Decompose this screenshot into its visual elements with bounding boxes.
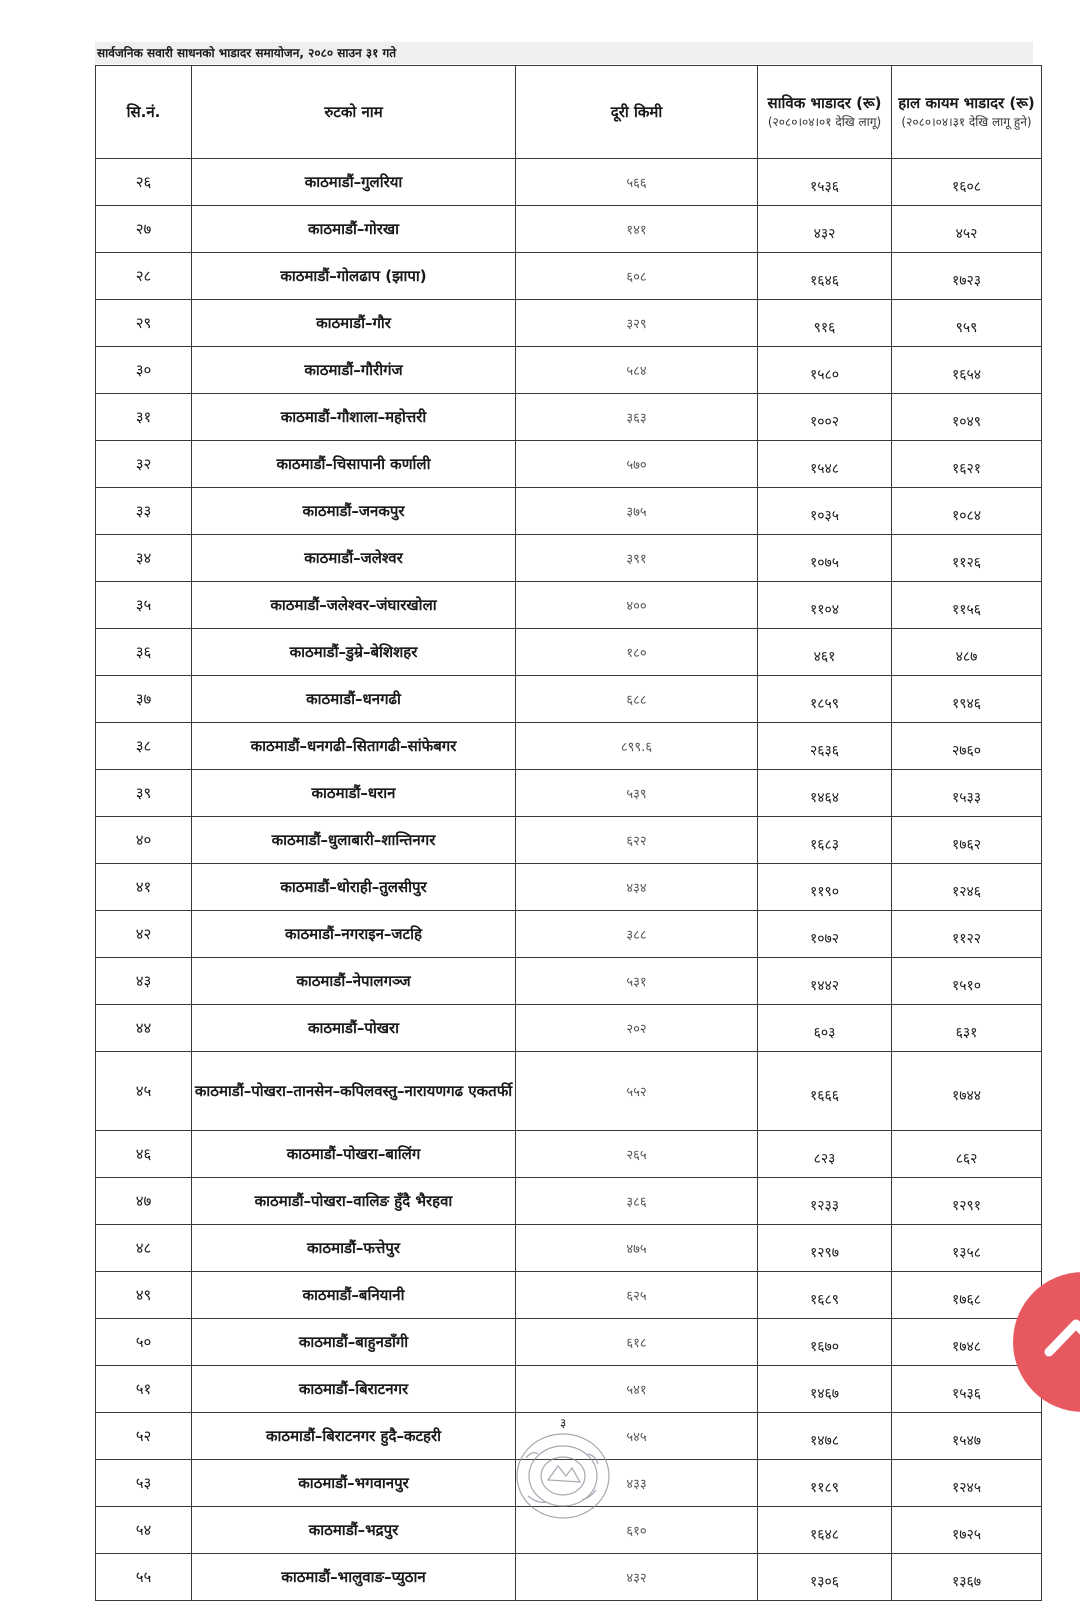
new-fare-cell: ११५६ [892, 582, 1042, 629]
serial-cell: ३८ [96, 723, 192, 770]
serial-cell: २७ [96, 206, 192, 253]
distance-cell: ५३९ [516, 770, 758, 817]
column-route: रुटको नाम [192, 66, 516, 159]
new-fare-cell: १६२१ [892, 441, 1042, 488]
route-cell: काठमाडौं–नेपालगञ्ज [192, 958, 516, 1005]
serial-cell: ४७ [96, 1178, 192, 1225]
route-cell: काठमाडौं–धरान [192, 770, 516, 817]
old-fare-cell: १२३३ [758, 1178, 892, 1225]
distance-cell: २०२ [516, 1005, 758, 1052]
distance-cell: ८९९.६ [516, 723, 758, 770]
table-row [96, 1272, 1042, 1319]
serial-cell: ३४ [96, 535, 192, 582]
serial-cell: ५४ [96, 1507, 192, 1554]
old-fare-cell: १०३५ [758, 488, 892, 535]
table-row [96, 911, 1042, 958]
column-old-fare-label: साविक भाडादर (रू) [767, 94, 882, 112]
old-fare-cell: १६६६ [758, 1052, 892, 1131]
serial-cell: ३० [96, 347, 192, 394]
column-new-fare-note: (२०८०।०४।३१ देखि लागू हुने) [901, 115, 1032, 129]
table-row [96, 1178, 1042, 1225]
route-cell: काठमाडौं–धनगढी–सितागढी–सांफेबगर [192, 723, 516, 770]
distance-cell: ३९१ [516, 535, 758, 582]
distance-cell: ३७५ [516, 488, 758, 535]
distance-cell: ६१० [516, 1507, 758, 1554]
route-cell: काठमाडौं–बिराटनगर [192, 1366, 516, 1413]
distance-cell: ५८४ [516, 347, 758, 394]
serial-cell: ३३ [96, 488, 192, 535]
old-fare-cell: १००२ [758, 394, 892, 441]
serial-cell: ५३ [96, 1460, 192, 1507]
table-row [96, 1366, 1042, 1413]
old-fare-cell: २६३६ [758, 723, 892, 770]
new-fare-cell: १५४७ [892, 1413, 1042, 1460]
route-cell: काठमाडौं–पोखरा–बालिंग [192, 1131, 516, 1178]
new-fare-cell: १५३६ [892, 1366, 1042, 1413]
distance-cell: ६२२ [516, 817, 758, 864]
new-fare-cell: १७२३ [892, 253, 1042, 300]
new-fare-cell: १६०८ [892, 159, 1042, 206]
new-fare-cell: १७२५ [892, 1507, 1042, 1554]
new-fare-cell: १२४५ [892, 1460, 1042, 1507]
old-fare-cell: १५३६ [758, 159, 892, 206]
serial-cell: ३१ [96, 394, 192, 441]
new-fare-cell: १७६२ [892, 817, 1042, 864]
table-row [96, 253, 1042, 300]
new-fare-cell: २७६० [892, 723, 1042, 770]
distance-cell: ५७० [516, 441, 758, 488]
column-distance: दूरी किमी [516, 66, 758, 159]
route-cell: काठमाडौं–बनियानी [192, 1272, 516, 1319]
distance-cell: ४३४ [516, 864, 758, 911]
route-cell: काठमाडौं–जलेश्वर–जंघारखोला [192, 582, 516, 629]
table-row [96, 535, 1042, 582]
new-fare-cell: १३५८ [892, 1225, 1042, 1272]
distance-cell: ३२९ [516, 300, 758, 347]
distance-cell: ५६६ [516, 159, 758, 206]
route-cell: काठमाडौं–बाहुनडाँगी [192, 1319, 516, 1366]
route-cell: काठमाडौं–भालुवाङ–प्युठान [192, 1554, 516, 1601]
table-row [96, 1131, 1042, 1178]
serial-cell: २८ [96, 253, 192, 300]
new-fare-cell: ११२६ [892, 535, 1042, 582]
serial-cell: ४४ [96, 1005, 192, 1052]
page-number: ३ [560, 1416, 567, 1430]
serial-cell: ३२ [96, 441, 192, 488]
old-fare-cell: ६०३ [758, 1005, 892, 1052]
old-fare-cell: १६४६ [758, 253, 892, 300]
route-cell: काठमाडौं–जनकपुर [192, 488, 516, 535]
table-row [96, 770, 1042, 817]
route-cell: काठमाडौं–डुम्रे–बेशिशहर [192, 629, 516, 676]
distance-cell: ५५२ [516, 1052, 758, 1131]
distance-cell: १८० [516, 629, 758, 676]
serial-cell: ४८ [96, 1225, 192, 1272]
table-row [96, 394, 1042, 441]
new-fare-cell: १३६७ [892, 1554, 1042, 1601]
route-cell: काठमाडौं–भद्रपुर [192, 1507, 516, 1554]
old-fare-cell: ११८९ [758, 1460, 892, 1507]
route-cell: काठमाडौं–गोलढाप (झापा) [192, 253, 516, 300]
old-fare-cell: १०७२ [758, 911, 892, 958]
table-row [96, 1319, 1042, 1366]
table-row [96, 300, 1042, 347]
column-new-fare [892, 66, 1042, 159]
new-fare-cell: ८६२ [892, 1131, 1042, 1178]
serial-cell: ३५ [96, 582, 192, 629]
new-fare-cell: ११२२ [892, 911, 1042, 958]
old-fare-cell: १६८९ [758, 1272, 892, 1319]
distance-cell: ५३१ [516, 958, 758, 1005]
table-row [96, 723, 1042, 770]
distance-cell: ३८६ [516, 1178, 758, 1225]
route-cell: काठमाडौं–गौर [192, 300, 516, 347]
route-cell: काठमाडौं–पोखरा–तानसेन–कपिलवस्तु–नारायणगढ एकतर्फी [192, 1052, 516, 1131]
old-fare-cell: ८२३ [758, 1131, 892, 1178]
new-fare-cell: १०८४ [892, 488, 1042, 535]
old-fare-cell: ११०४ [758, 582, 892, 629]
new-fare-cell: १७६८ [892, 1272, 1042, 1319]
distance-cell: ३८८ [516, 911, 758, 958]
table-row [96, 347, 1042, 394]
old-fare-cell: १५८० [758, 347, 892, 394]
distance-cell: ५४५ [516, 1413, 758, 1460]
old-fare-cell: १६८३ [758, 817, 892, 864]
table-row [96, 1005, 1042, 1052]
serial-cell: ५० [96, 1319, 192, 1366]
table-row [96, 159, 1042, 206]
new-fare-cell: १०४९ [892, 394, 1042, 441]
route-cell: काठमाडौं–धुलाबारी–शान्तिनगर [192, 817, 516, 864]
serial-cell: ४९ [96, 1272, 192, 1319]
serial-cell: ४६ [96, 1131, 192, 1178]
route-cell: काठमाडौं–गोरखा [192, 206, 516, 253]
table-row [96, 488, 1042, 535]
distance-cell: ३६३ [516, 394, 758, 441]
table-row [96, 817, 1042, 864]
route-cell: काठमाडौं–नगराइन–जटहि [192, 911, 516, 958]
new-fare-cell: १७४८ [892, 1319, 1042, 1366]
serial-cell: २९ [96, 300, 192, 347]
new-fare-cell: ६३१ [892, 1005, 1042, 1052]
old-fare-cell: १४६७ [758, 1366, 892, 1413]
new-fare-cell: १५३३ [892, 770, 1042, 817]
fare-table [95, 65, 1042, 1601]
official-seal-icon [508, 1428, 618, 1524]
route-cell: काठमाडौं–धनगढी [192, 676, 516, 723]
old-fare-cell: ९१६ [758, 300, 892, 347]
serial-cell: ४३ [96, 958, 192, 1005]
distance-cell: ५४१ [516, 1366, 758, 1413]
old-fare-cell: १२९७ [758, 1225, 892, 1272]
old-fare-cell: १४४२ [758, 958, 892, 1005]
distance-cell: ६२५ [516, 1272, 758, 1319]
old-fare-cell: ४६१ [758, 629, 892, 676]
distance-cell: १४१ [516, 206, 758, 253]
old-fare-cell: १४७८ [758, 1413, 892, 1460]
table-row [96, 1225, 1042, 1272]
table-row [96, 629, 1042, 676]
fare-table-body [96, 159, 1042, 1601]
serial-cell: ४० [96, 817, 192, 864]
route-cell: काठमाडौं–गौरीगंज [192, 347, 516, 394]
distance-cell: ६८८ [516, 676, 758, 723]
distance-cell: २६५ [516, 1131, 758, 1178]
distance-cell: ४०० [516, 582, 758, 629]
distance-cell: ६०८ [516, 253, 758, 300]
column-serial: सि.नं. [96, 66, 192, 159]
new-fare-cell: ४५२ [892, 206, 1042, 253]
old-fare-cell: १५४८ [758, 441, 892, 488]
route-cell: काठमाडौं–फत्तेपुर [192, 1225, 516, 1272]
new-fare-cell: १७४४ [892, 1052, 1042, 1131]
new-fare-cell: १६५४ [892, 347, 1042, 394]
distance-cell: ४३२ [516, 1554, 758, 1601]
serial-cell: ३७ [96, 676, 192, 723]
new-fare-cell: १५१० [892, 958, 1042, 1005]
old-fare-cell: १०७५ [758, 535, 892, 582]
old-fare-cell: १३०६ [758, 1554, 892, 1601]
distance-cell: ४३३ [516, 1460, 758, 1507]
new-fare-cell: १२४६ [892, 864, 1042, 911]
table-row [96, 958, 1042, 1005]
route-cell: काठमाडौं–पोखरा [192, 1005, 516, 1052]
serial-cell: ४१ [96, 864, 192, 911]
old-fare-cell: १८५९ [758, 676, 892, 723]
route-cell: काठमाडौं–बिराटनगर हुदै–कटहरी [192, 1413, 516, 1460]
table-row [96, 676, 1042, 723]
old-fare-cell: ११९० [758, 864, 892, 911]
old-fare-cell: १६७० [758, 1319, 892, 1366]
serial-cell: ३६ [96, 629, 192, 676]
old-fare-cell: १६४८ [758, 1507, 892, 1554]
old-fare-cell: ४३२ [758, 206, 892, 253]
new-fare-cell: ४८७ [892, 629, 1042, 676]
route-cell: काठमाडौं–भगवानपुर [192, 1460, 516, 1507]
table-row [96, 206, 1042, 253]
table-row [96, 582, 1042, 629]
route-cell: काठमाडौं–चिसापानी कर्णाली [192, 441, 516, 488]
new-fare-cell: १२९१ [892, 1178, 1042, 1225]
new-fare-cell: ९५९ [892, 300, 1042, 347]
route-cell: काठमाडौं–जलेश्वर [192, 535, 516, 582]
table-header-row [96, 66, 1042, 159]
route-cell: काठमाडौं–धोराही–तुलसीपुर [192, 864, 516, 911]
table-row [96, 1052, 1042, 1131]
distance-cell: ४७५ [516, 1225, 758, 1272]
route-cell: काठमाडौं–गुलरिया [192, 159, 516, 206]
column-new-fare-label: हाल कायम भाडादर (रू) [898, 94, 1035, 112]
new-fare-cell: १९४६ [892, 676, 1042, 723]
serial-cell: ५२ [96, 1413, 192, 1460]
old-fare-cell: १४६४ [758, 770, 892, 817]
serial-cell: ५५ [96, 1554, 192, 1601]
route-cell: काठमाडौं–पोखरा–वालिङ हुँदै भैरहवा [192, 1178, 516, 1225]
table-row [96, 441, 1042, 488]
chevron-up-icon [1041, 1312, 1080, 1362]
table-row [96, 864, 1042, 911]
serial-cell: ५१ [96, 1366, 192, 1413]
serial-cell: ४२ [96, 911, 192, 958]
document-header: सार्वजनिक सवारी साधनको भाडादर समायोजन, २०८० साउन ३१ गते [95, 42, 1033, 64]
column-old-fare [758, 66, 892, 159]
distance-cell: ६१८ [516, 1319, 758, 1366]
column-old-fare-note: (२०८०।०४।०१ देखि लागू) [767, 115, 882, 129]
table-row [96, 1554, 1042, 1601]
route-cell: काठमाडौं–गौशाला–महोत्तरी [192, 394, 516, 441]
serial-cell: ४५ [96, 1052, 192, 1131]
serial-cell: ३९ [96, 770, 192, 817]
serial-cell: २६ [96, 159, 192, 206]
